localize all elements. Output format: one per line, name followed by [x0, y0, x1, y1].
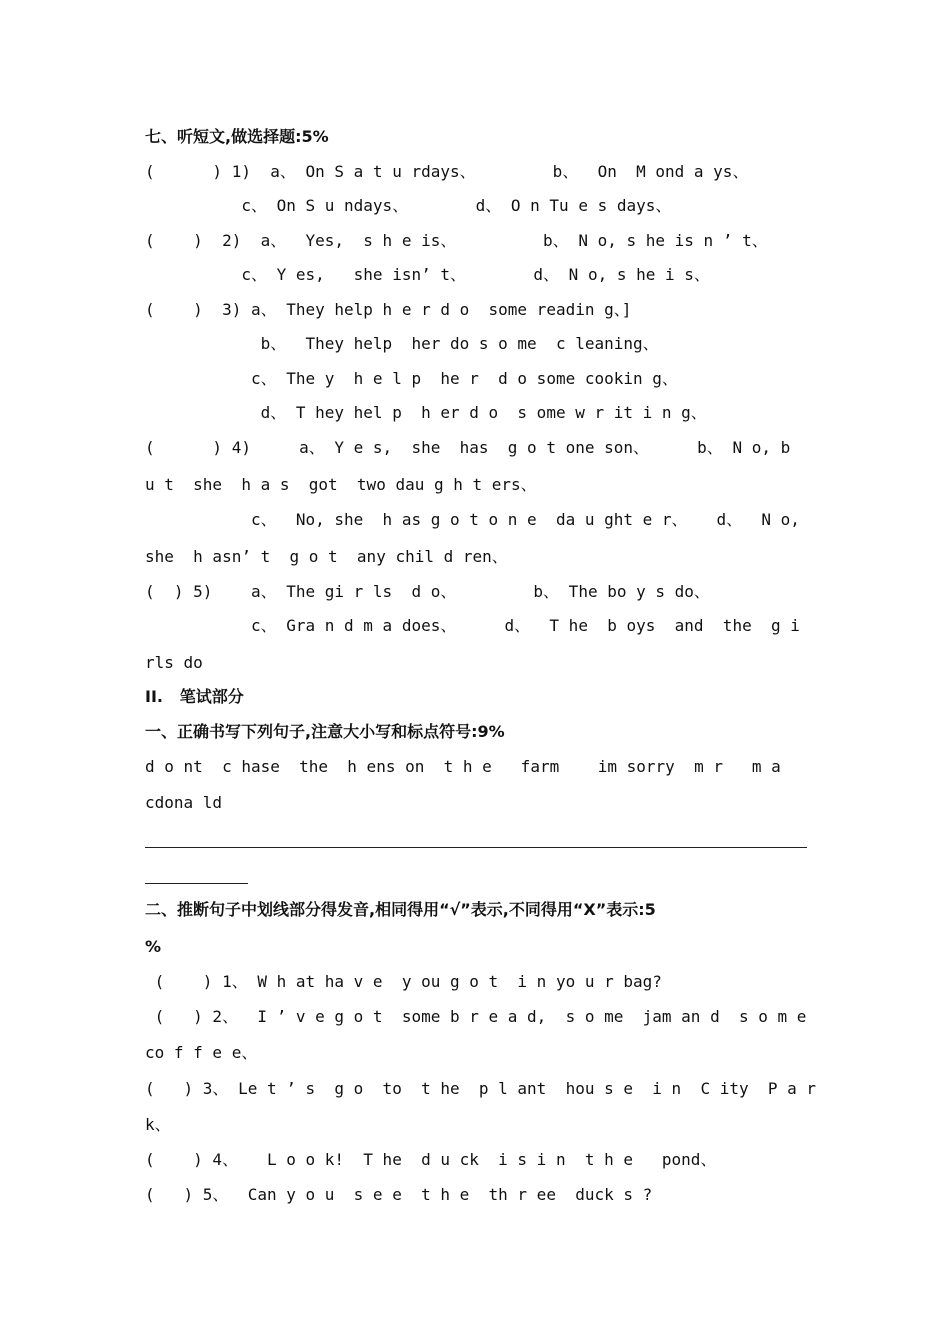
sentence-line: cdona ld — [145, 793, 223, 812]
answer-rule — [145, 883, 248, 884]
pron-question-2: ( ) 2、 I ’ v e g o t some b r e a d, s o me jam an d s o m e — [145, 1007, 807, 1026]
question-3-line: c、 The y h e l p he r d o some cookin g、 — [145, 369, 678, 388]
question-5-line: c、 Gra n d m a does、 d、 T he b oys and the g i — [145, 616, 800, 635]
sentence-line: d o nt c hase the h ens on t h e farm im sorry m r m a — [145, 757, 781, 776]
question-3-line: d、 T hey hel p h er d o s ome w r it i n g、 — [145, 403, 707, 422]
pron-question-5: ( ) 5、 Can y o u s e e t h e th r ee duck s ? — [145, 1185, 653, 1204]
question-2-line: ( ) 2) a、 Yes, s h e is、 b、 N o, s he is n ’ t、 — [145, 231, 768, 250]
section-2-heading: % — [145, 937, 162, 956]
pron-question-1: ( ) 1、 W h at ha v e y ou g o t i n yo u r bag? — [145, 972, 662, 991]
pron-question-4: ( ) 4、 L o o k! T he d u ck i s i n t h e pond、 — [145, 1150, 717, 1169]
pron-question-2: co f f e e、 — [145, 1043, 258, 1062]
question-3-line: ( ) 3) a、 They help h e r d o some readin g、] — [145, 300, 632, 319]
question-5-line: ( ) 5) a、 The gi r ls d o、 b、 The bo y s do、 — [145, 582, 710, 601]
answer-rule — [145, 847, 807, 848]
question-4-line: ( ) 4) a、 Y e s, she has g o t one son、 b、 N o, b — [145, 438, 791, 457]
question-2-line: c、 Y es, she isn’ t、 d、 N o, s he i s、 — [145, 265, 710, 284]
question-4-line: she h asn’ t g o t any chil d ren、 — [145, 547, 508, 566]
question-4-line: u t she h a s got two dau g h t ers、 — [145, 475, 537, 494]
question-4-line: c、 No, she h as g o t o n e da u ght e r、 d、 N o, — [145, 510, 800, 529]
pron-question-3: ( ) 3、 Le t ’ s g o to t he p l ant hou s e i n C ity P a r — [145, 1079, 817, 1098]
section-7-heading: 七、听短文,做选择题:5% — [145, 127, 329, 146]
question-1-line: ( ) 1) a、 On S a t u rdays、 b、 On M ond a ys、 — [145, 162, 749, 181]
question-3-line: b、 They help her do s o me c leaning、 — [145, 334, 659, 353]
pron-question-3: k、 — [145, 1115, 171, 1134]
section-1-heading: 一、正确书写下列句子,注意大小写和标点符号:9% — [145, 722, 505, 741]
section-2-heading: 二、推断句子中划线部分得发音,相同得用“√”表示,不同得用“X”表示:5 — [145, 900, 656, 919]
part-2-heading: II. 笔试部分 — [145, 687, 244, 706]
question-5-line: rls do — [145, 653, 203, 672]
question-1-line: c、 On S u ndays、 d、 O n Tu e s days、 — [145, 196, 672, 215]
